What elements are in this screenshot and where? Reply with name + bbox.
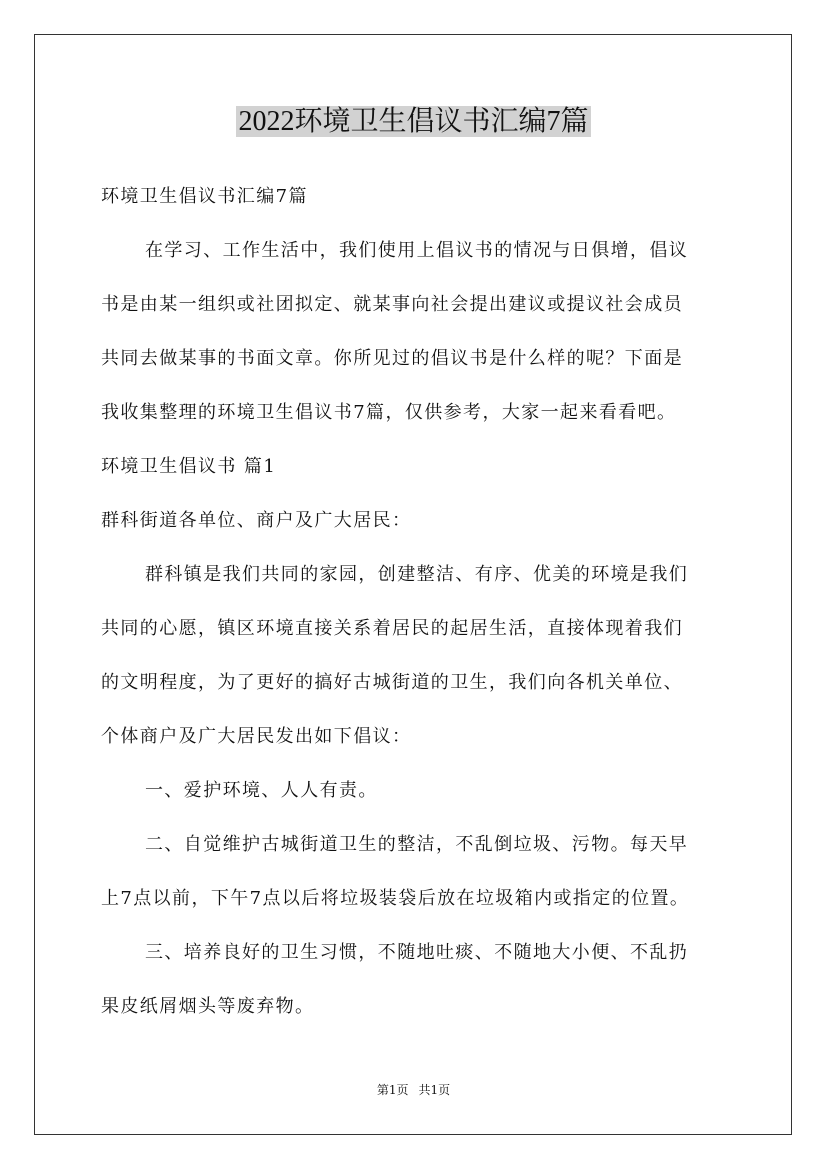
page-footer — [0, 1082, 827, 1098]
text-line: 环境卫生倡议书汇编7篇 — [101, 186, 308, 207]
text-line: 一、爱护环境、人人有责。 — [145, 780, 378, 801]
text-line: 书是由某一组织或社团拟定、就某事向社会提出建议或提议社会成员 — [101, 294, 683, 315]
text-line: 共同去做某事的书面文章。你所见过的倡议书是什么样的呢？下面是 — [101, 348, 683, 369]
text-line: 我收集整理的环境卫生倡议书7篇，仅供参考，大家一起来看看吧。 — [101, 402, 677, 423]
text-line: 在学习、工作生活中，我们使用上倡议书的情况与日俱增，倡议 — [145, 240, 689, 261]
document-body — [101, 170, 731, 1034]
text-line: 群科镇是我们共同的家园，创建整洁、有序、优美的环境是我们 — [145, 564, 689, 585]
text-line: 共同的心愿，镇区环境直接关系着居民的起居生活，直接体现着我们 — [101, 618, 683, 639]
page-total: 共1页 — [418, 1083, 451, 1097]
document-title-text: 2022环境卫生倡议书汇编7篇 — [238, 106, 589, 137]
text-line: 三、培养良好的卫生习惯，不随地吐痰、不随地大小便、不乱扔 — [145, 942, 689, 963]
text-line: 个体商户及广大居民发出如下倡议： — [101, 726, 412, 747]
text-line: 二、自觉维护古城街道卫生的整洁，不乱倒垃圾、污物。每天早 — [145, 834, 689, 855]
text-line: 上7点以前，下午7点以后将垃圾装袋后放在垃圾箱内或指定的位置。 — [101, 888, 690, 909]
document-title — [0, 102, 827, 142]
text-line: 群科街道各单位、商户及广大居民： — [101, 510, 412, 531]
text-line: 环境卫生倡议书 篇1 — [101, 456, 277, 477]
page-number: 第1页 — [376, 1083, 409, 1097]
text-line: 果皮纸屑烟头等废弃物。 — [101, 996, 315, 1017]
text-line: 的文明程度，为了更好的搞好古城街道的卫生，我们向各机关单位、 — [101, 672, 683, 693]
